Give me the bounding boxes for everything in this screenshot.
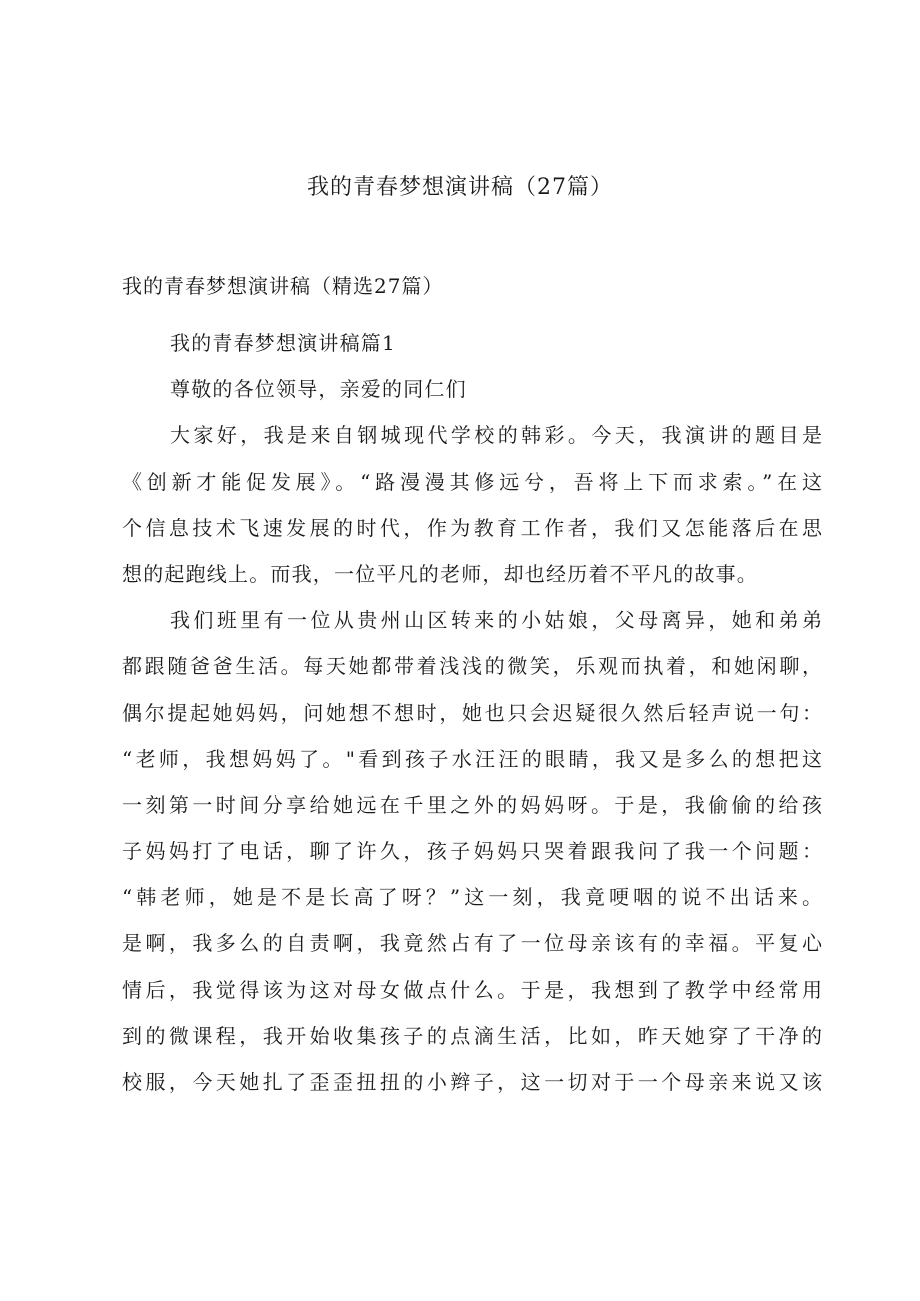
- paragraph-line: 都跟随爸爸生活。每天她都带着浅浅的微笑，乐观而执着，和她闲聊，: [122, 654, 822, 679]
- document-title: 我的青春梦想演讲稿（27篇）: [307, 175, 613, 200]
- paragraph-line: 我们班里有一位从贵州山区转来的小姑娘，父母离异，她和弟弟: [170, 608, 822, 633]
- paragraph-line: “韩老师，她是不是长高了呀？”这一刻，我竟哽咽的说不出话来。: [122, 885, 822, 910]
- paragraph-line: 子妈妈打了电话，聊了许久，孩子妈妈只哭着跟我问了我一个问题：: [122, 839, 822, 864]
- document-body: [122, 320, 822, 1105]
- paragraph-line: 是啊，我多么的自责啊，我竟然占有了一位母亲该有的幸福。平复心: [122, 931, 822, 956]
- salutation: 尊敬的各位领导，亲爱的同仁们: [170, 377, 467, 402]
- paragraph-line: 大家好，我是来自钢城现代学校的韩彩。今天，我演讲的题目是: [170, 423, 822, 448]
- paragraph-line: “老师，我想妈妈了。"看到孩子水汪汪的眼睛，我又是多么的想把这: [122, 746, 822, 771]
- section-heading: 我的青春梦想演讲稿篇1: [170, 331, 396, 355]
- paragraph-line: 一刻第一时间分享给她远在千里之外的妈妈呀。于是，我偷偷的给孩: [122, 792, 822, 817]
- document-subtitle: 我的青春梦想演讲稿（精选27篇）: [122, 274, 444, 298]
- paragraph-line: 个信息技术飞速发展的时代，作为教育工作者，我们又怎能落后在思: [122, 515, 822, 540]
- paragraph-line: 偶尔提起她妈妈，问她想不想时，她也只会迟疑很久然后轻声说一句：: [122, 700, 822, 725]
- paragraph-line: 校服，今天她扎了歪歪扭扭的小辫子，这一切对于一个母亲来说又该: [122, 1070, 822, 1094]
- paragraph-line: 《创新才能促发展》。“路漫漫其修远兮，吾将上下而求索。”在这: [122, 469, 822, 494]
- paragraph-line: 情后，我觉得该为这对母女做点什么。于是，我想到了教学中经常用: [122, 977, 822, 1002]
- paragraph-line: 想的起跑线上。而我，一位平凡的老师，却也经历着不平凡的故事。: [122, 561, 758, 586]
- paragraph-line: 到的微课程，我开始收集孩子的点滴生活，比如，昨天她穿了干净的: [122, 1023, 822, 1048]
